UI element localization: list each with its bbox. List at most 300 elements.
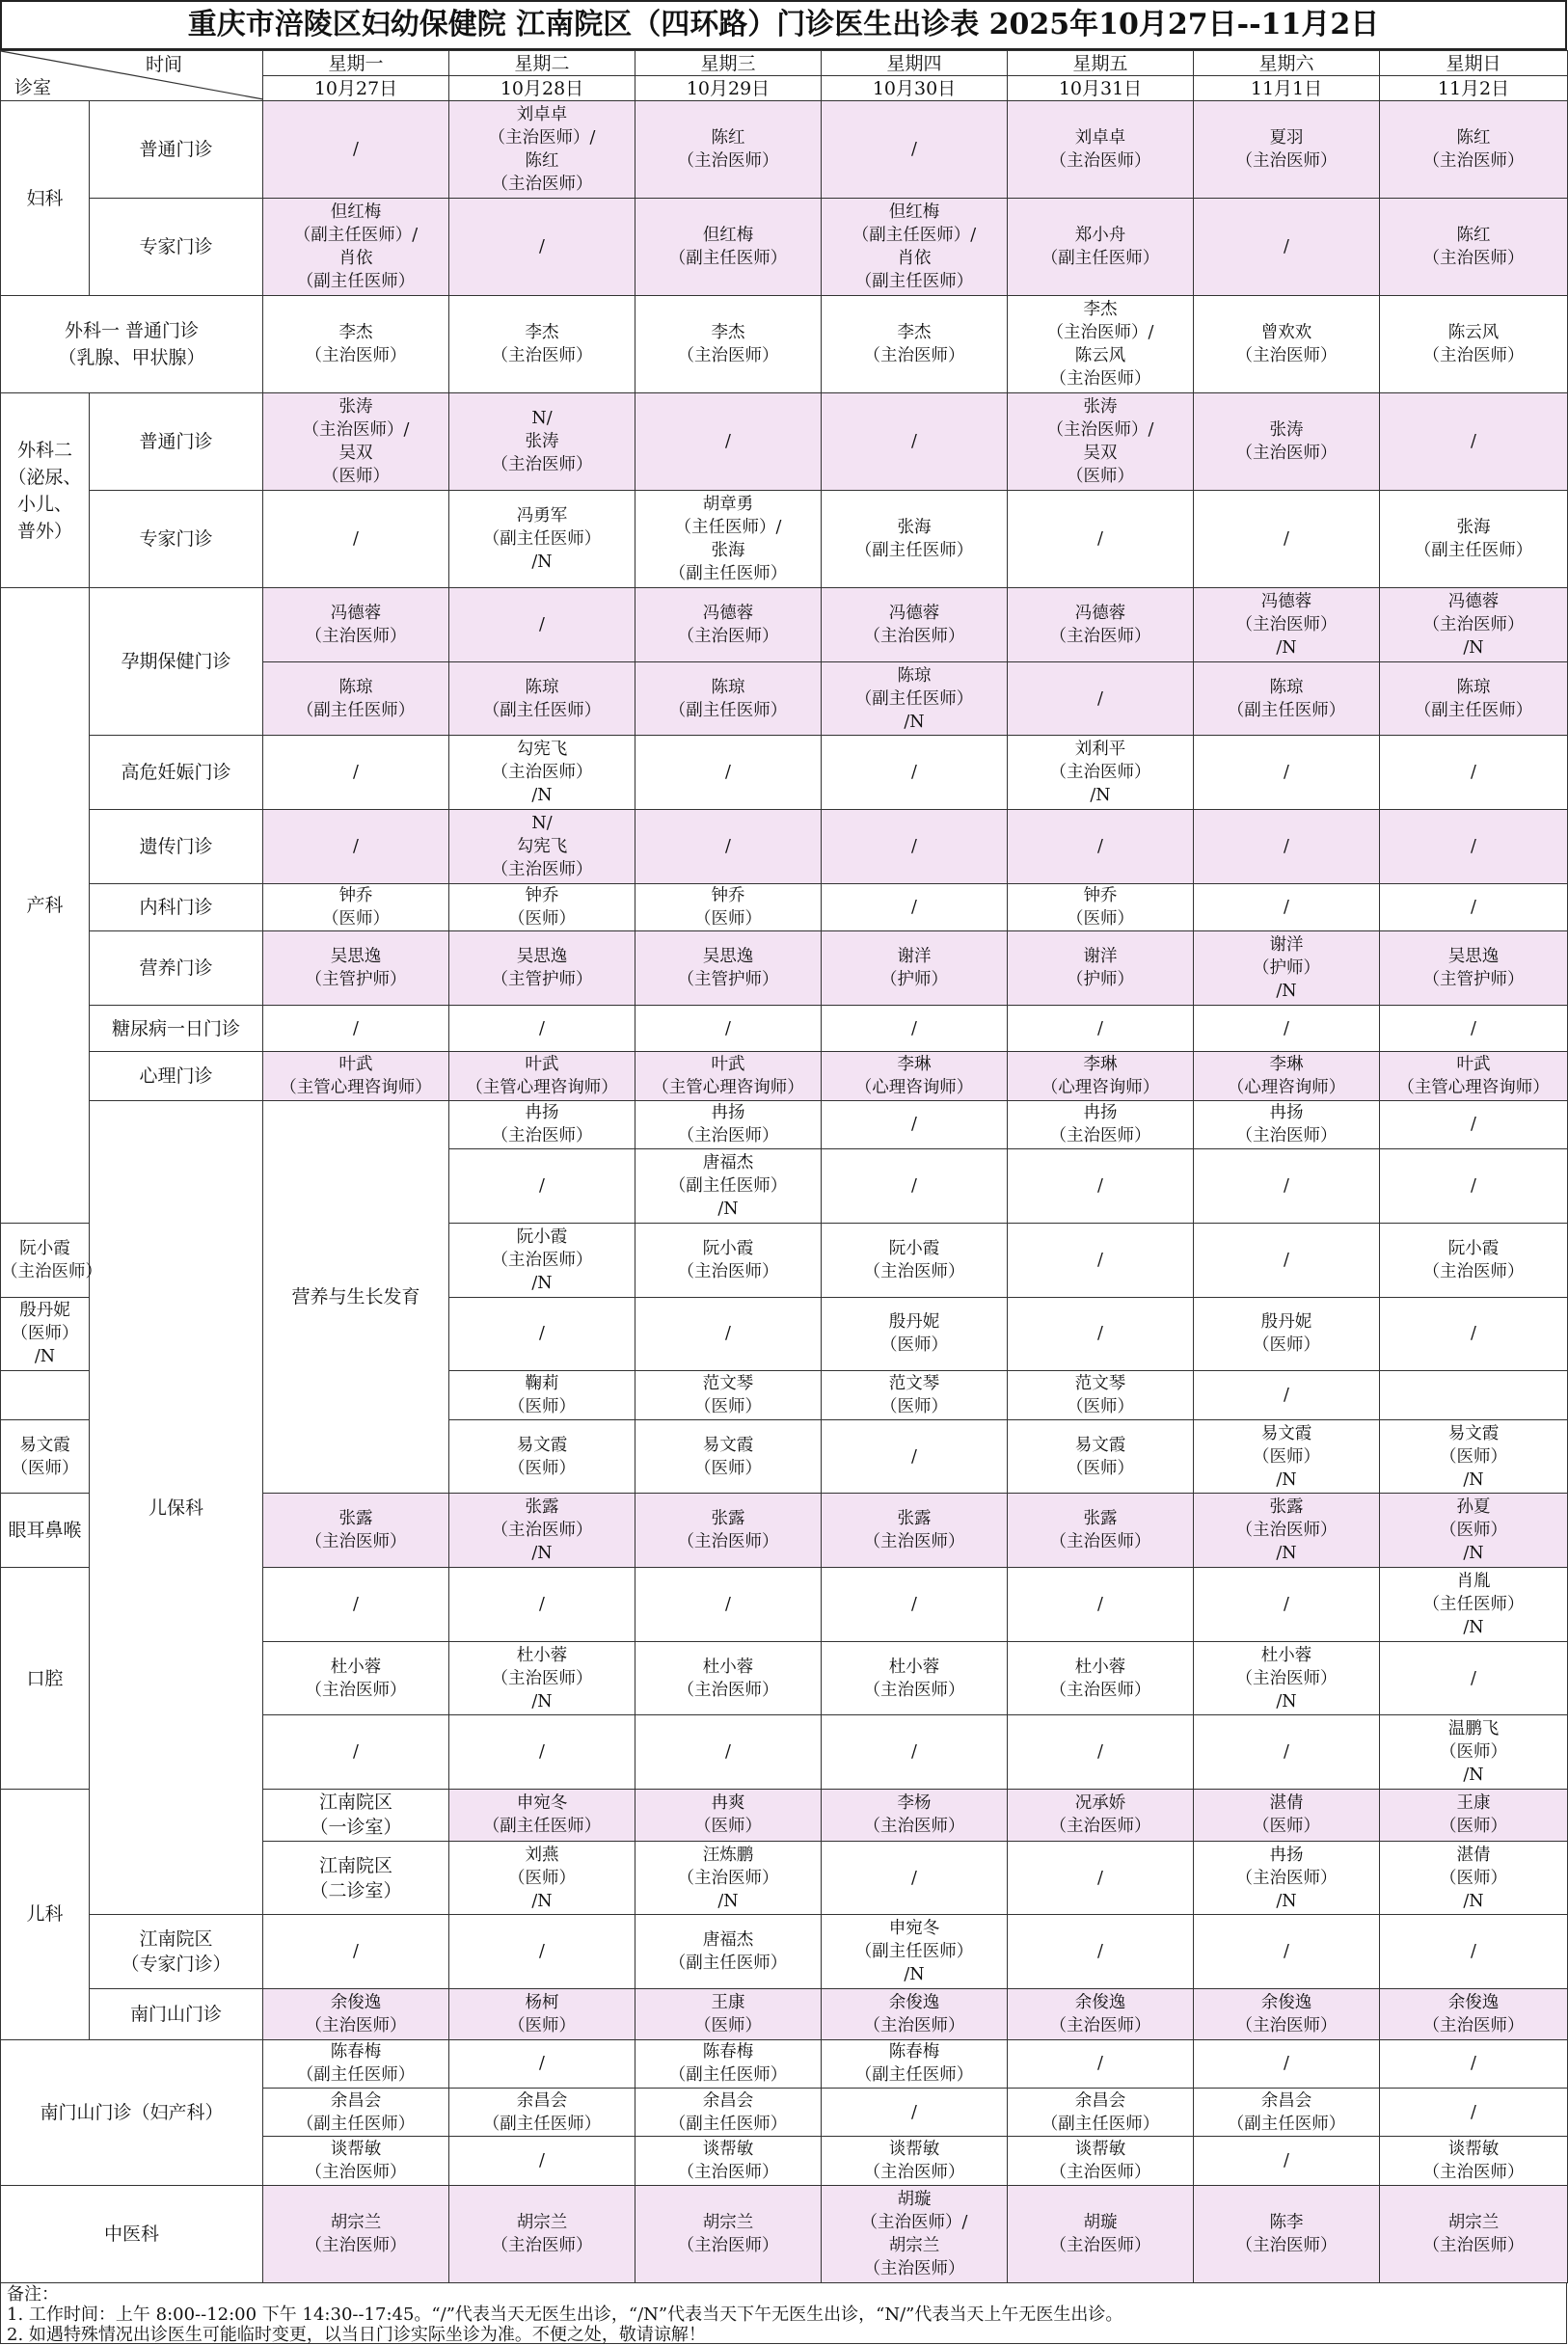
cell-line: （主管心理咨询师） bbox=[652, 1078, 804, 1098]
doctor-cell bbox=[1008, 736, 1194, 810]
cell-line: 叶武 bbox=[525, 1055, 559, 1075]
cell-line: （心理咨询师） bbox=[854, 1078, 974, 1098]
doctor-cell bbox=[263, 1641, 449, 1715]
doctor-cell bbox=[1380, 1100, 1568, 1148]
doctor-cell bbox=[1194, 1052, 1380, 1100]
doctor-cell bbox=[1194, 2088, 1380, 2136]
doctor-cell bbox=[1008, 1641, 1194, 1715]
schedule-row bbox=[1, 2185, 1568, 2282]
doctor-cell bbox=[449, 1419, 635, 1494]
doctor-cell bbox=[449, 883, 635, 930]
cell-line: （主治医师） bbox=[305, 1680, 407, 1700]
cell-line: / bbox=[1471, 897, 1476, 917]
doctor-cell bbox=[1008, 2137, 1194, 2185]
cell-line: 冯德蓉 bbox=[702, 603, 754, 623]
cell-line: / bbox=[1284, 1176, 1289, 1197]
doctor-cell bbox=[822, 1419, 1008, 1494]
cell-line: 冯德蓉 bbox=[888, 603, 940, 623]
cell-line: / bbox=[911, 2102, 917, 2122]
doctor-cell bbox=[449, 1297, 635, 1371]
cell-line: 江南院区 bbox=[318, 1854, 392, 1876]
cell-line: （医师） bbox=[694, 1397, 762, 1416]
cell-line: 李杰 bbox=[338, 323, 373, 343]
cell-line: 阮小霞 bbox=[1447, 1238, 1500, 1258]
cell-line: （主治医师） bbox=[1235, 1868, 1338, 1888]
cell-line: （主治医师） bbox=[1049, 2235, 1151, 2255]
doctor-cell bbox=[1, 1223, 102, 1297]
cell-line: /N bbox=[904, 1965, 925, 1985]
schedule-row bbox=[1, 2039, 1568, 2088]
cell-line: 谢洋 bbox=[1269, 935, 1304, 956]
cell-line: 谢洋 bbox=[1083, 947, 1118, 967]
cell-line: 钟乔 bbox=[338, 885, 373, 905]
schedule-row bbox=[1, 931, 1568, 1006]
doctor-cell bbox=[822, 2039, 1008, 2088]
department-cell bbox=[90, 1100, 263, 1915]
doctor-cell bbox=[822, 101, 1008, 199]
cell-line: （专家门诊） bbox=[121, 1954, 231, 1976]
cell-line: 冯德蓉 bbox=[1074, 603, 1126, 623]
clinic-cell bbox=[90, 736, 263, 810]
cell-line: 胡璇 bbox=[1083, 2212, 1118, 2232]
cell-line: （主治医师） bbox=[305, 2163, 407, 2183]
cell-line: 产科 bbox=[26, 894, 64, 916]
cell-line: 况承娇 bbox=[1074, 1793, 1126, 1814]
doctor-cell bbox=[635, 2137, 822, 2185]
cell-line: 冉爽 bbox=[711, 1793, 745, 1814]
doctor-cell bbox=[449, 588, 635, 662]
doctor-cell bbox=[1, 1297, 90, 1371]
clinic-cell bbox=[90, 491, 263, 588]
cell-line: / bbox=[725, 1594, 731, 1614]
cell-line: 余昌会 bbox=[1260, 2090, 1312, 2111]
cell-line: 谈帮敏 bbox=[1074, 2140, 1126, 2160]
schedule-row bbox=[1, 588, 1568, 662]
cell-line: 刘燕 bbox=[525, 1845, 559, 1865]
cell-line: / bbox=[1097, 1594, 1103, 1614]
cell-line: / bbox=[1284, 1594, 1289, 1614]
date-header: 11月2日 bbox=[1380, 76, 1568, 101]
doctor-cell bbox=[1380, 1989, 1568, 2039]
cell-line: （主治医师） bbox=[1049, 1532, 1151, 1552]
doctor-cell bbox=[449, 1915, 635, 1989]
doctor-cell bbox=[822, 1790, 1008, 1841]
cell-line: （医师） bbox=[508, 908, 576, 929]
cell-line: / bbox=[725, 432, 731, 452]
doctor-cell bbox=[263, 1005, 449, 1051]
cell-line: 胡璇 bbox=[897, 2189, 932, 2209]
doctor-cell bbox=[449, 2185, 635, 2282]
cell-line: （主管护师） bbox=[491, 970, 593, 990]
doctor-cell bbox=[1380, 393, 1568, 491]
doctor-cell bbox=[1008, 393, 1194, 491]
weekday-header: 星期一 bbox=[263, 51, 449, 76]
cell-line: 胡宗兰 bbox=[702, 2212, 754, 2232]
doctor-cell bbox=[1194, 1790, 1380, 1841]
cell-line: 张露 bbox=[1083, 1509, 1118, 1529]
schedule-row bbox=[1, 101, 1568, 199]
cell-line: （主治医师） bbox=[863, 1261, 965, 1281]
clinic-cell bbox=[263, 1100, 449, 1494]
date-header: 10月30日 bbox=[822, 76, 1008, 101]
cell-line: （主治医师） bbox=[677, 151, 779, 172]
doctor-cell bbox=[1380, 199, 1568, 296]
date-header: 10月27日 bbox=[263, 76, 449, 101]
doctor-cell bbox=[1380, 1841, 1568, 1915]
cell-line: （主治医师） bbox=[863, 1680, 965, 1700]
cell-line: （一诊室） bbox=[310, 1817, 402, 1839]
doctor-cell bbox=[635, 491, 822, 588]
doctor-cell bbox=[263, 491, 449, 588]
cell-line: /N bbox=[531, 786, 553, 806]
doctor-cell bbox=[1194, 1005, 1380, 1051]
cell-line: / bbox=[1097, 1942, 1103, 1962]
cell-line: （主治医师）/ bbox=[302, 420, 410, 441]
cell-line: 杜小蓉 bbox=[888, 1657, 940, 1677]
department-cell bbox=[1, 2185, 263, 2282]
doctor-cell bbox=[635, 1149, 822, 1224]
cell-line: / bbox=[1284, 1742, 1289, 1763]
cell-line: 吴双 bbox=[1083, 444, 1118, 464]
doctor-cell bbox=[822, 810, 1008, 884]
cell-line: 眼耳鼻喉 bbox=[8, 1520, 82, 1542]
cell-line: （主治医师） bbox=[305, 346, 407, 366]
doctor-cell bbox=[1194, 1297, 1380, 1371]
cell-line: 余俊逸 bbox=[1074, 1992, 1126, 2012]
schedule-row bbox=[1, 1989, 1568, 2039]
doctor-cell bbox=[1008, 1915, 1194, 1989]
cell-line: 糖尿病一日门诊 bbox=[111, 1017, 240, 1039]
cell-line: （主治医师） bbox=[305, 1532, 407, 1552]
cell-line: （医师） bbox=[1067, 1458, 1134, 1478]
cell-line: 胡宗兰 bbox=[888, 2235, 940, 2255]
cell-line: / bbox=[539, 1942, 545, 1962]
cell-line: 李杰 bbox=[1083, 300, 1118, 320]
cell-line: （副主任医师） bbox=[1414, 700, 1533, 720]
cell-line: 杨柯 bbox=[525, 1992, 559, 2012]
cell-line: （主治医师） bbox=[491, 175, 593, 195]
department-cell bbox=[1, 101, 90, 296]
date-header: 10月28日 bbox=[449, 76, 635, 101]
cell-line: （主治医师） bbox=[491, 1521, 593, 1541]
cell-line: /N bbox=[1463, 637, 1484, 658]
cell-line: / bbox=[725, 1018, 731, 1038]
doctor-cell bbox=[635, 1100, 822, 1148]
cell-line: （副主任医师） bbox=[1041, 249, 1160, 269]
cell-line: / bbox=[725, 836, 731, 856]
cell-line: 儿保科 bbox=[148, 1496, 203, 1519]
cell-line: 冯德蓉 bbox=[1260, 591, 1312, 611]
doctor-cell bbox=[1380, 661, 1568, 736]
doctor-cell bbox=[635, 931, 822, 1006]
doctor-cell bbox=[822, 2137, 1008, 2185]
date-header: 11月1日 bbox=[1194, 76, 1380, 101]
cell-line: 李杨 bbox=[897, 1793, 932, 1814]
cell-line: 张海 bbox=[1456, 518, 1491, 538]
cell-line: （副主任医师） bbox=[296, 272, 416, 292]
cell-line: 殷丹妮 bbox=[888, 1312, 940, 1333]
cell-line: （副主任医师） bbox=[854, 2065, 974, 2086]
doctor-cell bbox=[1008, 296, 1194, 393]
doctor-cell bbox=[1380, 1052, 1568, 1100]
doctor-cell bbox=[449, 1149, 635, 1224]
notes-line-1: 1. 工作时间：上午 8:00--12:00 下午 14:30--17:45。“/”代表当天无医生出诊，“/N”代表当天下午无医生出诊，“N/”代表当天上午无医生出诊。 bbox=[7, 2305, 1123, 2325]
cell-line: （副主任医师） bbox=[854, 272, 974, 292]
cell-line: 专家门诊 bbox=[139, 236, 213, 258]
cell-line: / bbox=[539, 237, 545, 257]
cell-line: （副主任医师） bbox=[482, 1817, 602, 1837]
cell-line: /N bbox=[717, 1199, 739, 1220]
cell-line: / bbox=[1097, 1018, 1103, 1038]
cell-line: （副主任医师） bbox=[668, 1176, 788, 1197]
cell-line: （医师） bbox=[1440, 1742, 1507, 1763]
clinic-cell bbox=[90, 101, 263, 199]
cell-line: 陈琼 bbox=[1269, 677, 1304, 697]
cell-line: / bbox=[1471, 1668, 1476, 1688]
cell-line: 李杰 bbox=[711, 323, 745, 343]
cell-line: （主治医师） bbox=[491, 346, 593, 366]
doctor-cell bbox=[263, 101, 449, 199]
cell-line: 南门山门诊 bbox=[129, 2003, 222, 2025]
cell-line: （主治医师）/ bbox=[1046, 420, 1154, 441]
doctor-cell bbox=[822, 1052, 1008, 1100]
cell-line: （主治医师） bbox=[305, 626, 407, 646]
doctor-cell bbox=[1194, 2137, 1380, 2185]
doctor-cell bbox=[1008, 1052, 1194, 1100]
cell-line: （副主任医师） bbox=[668, 2114, 788, 2134]
cell-line: 殷丹妮 bbox=[19, 1301, 70, 1321]
doctor-cell bbox=[635, 2185, 822, 2282]
doctor-cell bbox=[263, 931, 449, 1006]
cell-line: （二诊室） bbox=[310, 1879, 402, 1901]
doctor-cell bbox=[635, 296, 822, 393]
cell-line: （主治医师） bbox=[1422, 2015, 1525, 2035]
cell-line: （医师） bbox=[1067, 1397, 1134, 1416]
cell-line: /N bbox=[1276, 1469, 1297, 1490]
cell-line: /N bbox=[1463, 1617, 1484, 1637]
cell-line: （医师） bbox=[508, 2015, 576, 2035]
cell-line: 谢洋 bbox=[897, 947, 932, 967]
doctor-cell bbox=[1380, 588, 1568, 662]
schedule-row bbox=[1, 883, 1568, 930]
doctor-cell bbox=[263, 883, 449, 930]
clinic-cell bbox=[263, 1790, 449, 1841]
doctor-cell bbox=[449, 1005, 635, 1051]
cell-line: 李杰 bbox=[525, 323, 559, 343]
doctor-cell bbox=[1380, 2185, 1568, 2282]
cell-line: 张露 bbox=[897, 1509, 932, 1529]
doctor-cell bbox=[635, 101, 822, 199]
schedule-row bbox=[1, 1052, 1568, 1100]
doctor-cell bbox=[1380, 1790, 1568, 1841]
doctor-cell bbox=[1008, 1223, 1194, 1297]
cell-line: 刘卓卓 bbox=[1074, 128, 1126, 148]
cell-line: 孕期保健门诊 bbox=[121, 651, 231, 673]
clinic-cell bbox=[90, 199, 263, 296]
cell-line: （主治医师） bbox=[1049, 369, 1151, 390]
cell-line: 余昌会 bbox=[702, 2090, 754, 2111]
cell-line: （副主任医师）/ bbox=[852, 226, 977, 246]
cell-line: / bbox=[911, 140, 917, 160]
doctor-cell bbox=[1194, 931, 1380, 1006]
cell-line: （主治医师） bbox=[491, 859, 593, 879]
cell-line: 易文霞 bbox=[1260, 1423, 1312, 1443]
cell-line: （心理咨询师） bbox=[1227, 1078, 1346, 1098]
cell-line: / bbox=[1284, 836, 1289, 856]
cell-line: （主治医师） bbox=[1235, 1126, 1338, 1146]
doctor-cell bbox=[1008, 2185, 1194, 2282]
cell-line: /N bbox=[531, 553, 553, 573]
cell-line: （医师） bbox=[1440, 1446, 1507, 1467]
cell-line: （医师） bbox=[1253, 1817, 1320, 1837]
cell-line: 易文霞 bbox=[516, 1435, 568, 1455]
cell-line: 阮小霞 bbox=[888, 1238, 940, 1258]
clinic-cell bbox=[90, 810, 263, 884]
cell-line: 口腔 bbox=[26, 1667, 64, 1689]
cell-line: 胡宗兰 bbox=[1447, 2212, 1500, 2232]
cell-line: （副主任医师） bbox=[482, 529, 602, 550]
cell-line: （主治医师） bbox=[1049, 1680, 1151, 1700]
doctor-cell bbox=[822, 931, 1008, 1006]
doctor-cell bbox=[635, 1419, 822, 1494]
cell-line: （主治医师） bbox=[1235, 346, 1338, 366]
doctor-cell bbox=[263, 1494, 449, 1568]
cell-line: （医师） bbox=[1067, 467, 1134, 487]
cell-line: （主治医师） bbox=[491, 763, 593, 783]
cell-line: / bbox=[1471, 1324, 1476, 1344]
cell-line: 李杰 bbox=[897, 323, 932, 343]
cell-line: （主治医师） bbox=[1049, 1126, 1151, 1146]
cell-line: （主治医师） bbox=[491, 1668, 593, 1688]
cell-line: 但红梅 bbox=[330, 202, 382, 223]
doctor-cell bbox=[1380, 1915, 1568, 1989]
cell-line: 张露 bbox=[711, 1509, 745, 1529]
cell-line: 余俊逸 bbox=[330, 1992, 382, 2012]
doctor-cell bbox=[635, 1989, 822, 2039]
doctor-cell bbox=[263, 1915, 449, 1989]
cell-line: / bbox=[539, 1324, 545, 1344]
doctor-cell bbox=[1380, 1297, 1568, 1371]
cell-line: 冉扬 bbox=[1269, 1103, 1304, 1123]
doctor-cell bbox=[263, 810, 449, 884]
doctor-cell bbox=[822, 1568, 1008, 1642]
cell-line: 但红梅 bbox=[702, 226, 754, 246]
clinic-cell bbox=[1, 1568, 90, 1790]
doctor-cell bbox=[1008, 1371, 1194, 1419]
cell-line: 唐福杰 bbox=[702, 1153, 754, 1173]
doctor-cell bbox=[1194, 2039, 1380, 2088]
doctor-cell bbox=[1194, 1223, 1380, 1297]
time-label: 时间 bbox=[146, 54, 183, 75]
cell-line: 杜小蓉 bbox=[330, 1657, 382, 1677]
cell-line: / bbox=[1471, 763, 1476, 783]
doctor-cell bbox=[1194, 1915, 1380, 1989]
cell-line: / bbox=[1097, 836, 1103, 856]
doctor-cell bbox=[1008, 2088, 1194, 2136]
cell-line: / bbox=[539, 614, 545, 634]
cell-line: 冉扬 bbox=[1083, 1103, 1118, 1123]
doctor-cell bbox=[635, 1371, 822, 1419]
doctor-cell bbox=[263, 1989, 449, 2039]
cell-line: / bbox=[911, 1594, 917, 1614]
doctor-cell bbox=[1380, 296, 1568, 393]
doctor-cell bbox=[1008, 1005, 1194, 1051]
cell-line: 张露 bbox=[525, 1497, 559, 1518]
doctor-cell bbox=[822, 1715, 1008, 1790]
doctor-cell bbox=[449, 1841, 635, 1915]
cell-line: 杜小蓉 bbox=[702, 1657, 754, 1677]
cell-line: （主治医师） bbox=[863, 2163, 965, 2183]
cell-line: 温鹏飞 bbox=[1447, 1719, 1500, 1739]
doctor-cell bbox=[263, 736, 449, 810]
doctor-cell bbox=[449, 736, 635, 810]
cell-line: 专家门诊 bbox=[139, 528, 213, 551]
cell-line: （主治医师） bbox=[491, 2235, 593, 2255]
cell-line: （医师） bbox=[1440, 1521, 1507, 1541]
cell-line: （主治医师） bbox=[1235, 151, 1338, 172]
doctor-cell bbox=[1380, 931, 1568, 1006]
cell-line: （主管心理咨询师） bbox=[1397, 1078, 1550, 1098]
cell-line: / bbox=[725, 1324, 731, 1344]
doctor-cell bbox=[1194, 810, 1380, 884]
cell-line: 吴思逸 bbox=[330, 947, 382, 967]
cell-line: （副主任医师） bbox=[668, 564, 788, 584]
cell-line: （主治医师） bbox=[1422, 1261, 1525, 1281]
weekday-header: 星期五 bbox=[1008, 51, 1194, 76]
weekday-header: 星期六 bbox=[1194, 51, 1380, 76]
doctor-cell bbox=[449, 2137, 635, 2185]
doctor-cell bbox=[635, 1915, 822, 1989]
doctor-cell bbox=[449, 1568, 635, 1642]
cell-line: 普外） bbox=[16, 520, 72, 542]
doctor-cell bbox=[635, 2039, 822, 2088]
doctor-cell bbox=[1008, 931, 1194, 1006]
cell-line: （主治医师） bbox=[1235, 2235, 1338, 2255]
cell-line: （主任医师） bbox=[1422, 1594, 1525, 1614]
doctor-cell bbox=[822, 1371, 1008, 1419]
cell-line: （主治医师） bbox=[1422, 2163, 1525, 2183]
cell-line: 杜小蓉 bbox=[1260, 1645, 1312, 1665]
cell-line: 范文琴 bbox=[702, 1374, 754, 1393]
cell-line: （主治医师） bbox=[305, 2235, 407, 2255]
notes-line-2: 2. 如遇特殊情况出诊医生可能临时变更，以当日门诊实际坐诊为准。不便之处，敬请谅解！ bbox=[7, 2325, 706, 2345]
cell-line: 刘利平 bbox=[1074, 740, 1126, 760]
cell-line: 高危妊娠门诊 bbox=[121, 762, 231, 784]
cell-line: 内科门诊 bbox=[139, 896, 213, 918]
doctor-cell bbox=[1008, 2039, 1194, 2088]
doctor-cell bbox=[1194, 588, 1380, 662]
doctor-cell bbox=[449, 661, 635, 736]
cell-line: /N bbox=[717, 1891, 739, 1911]
cell-line: 外科二 bbox=[16, 439, 72, 461]
doctor-cell bbox=[1, 1419, 90, 1494]
cell-line: 鞠莉 bbox=[525, 1374, 559, 1393]
cell-line: / bbox=[725, 1742, 731, 1763]
cell-line: 范文琴 bbox=[1074, 1374, 1126, 1393]
cell-line: 张露 bbox=[338, 1509, 373, 1529]
doctor-cell bbox=[822, 1989, 1008, 2039]
cell-line: （主管护师） bbox=[305, 970, 407, 990]
cell-line: 但红梅 bbox=[888, 202, 940, 223]
cell-line: 李琳 bbox=[1269, 1055, 1304, 1075]
doctor-cell bbox=[1380, 1641, 1568, 1715]
cell-line: / bbox=[911, 1115, 917, 1135]
cell-line: 陈春梅 bbox=[702, 2042, 754, 2062]
cell-line: 陈琼 bbox=[711, 677, 745, 697]
cell-line: （护师） bbox=[880, 970, 948, 990]
doctor-cell bbox=[449, 931, 635, 1006]
doctor-cell bbox=[822, 296, 1008, 393]
